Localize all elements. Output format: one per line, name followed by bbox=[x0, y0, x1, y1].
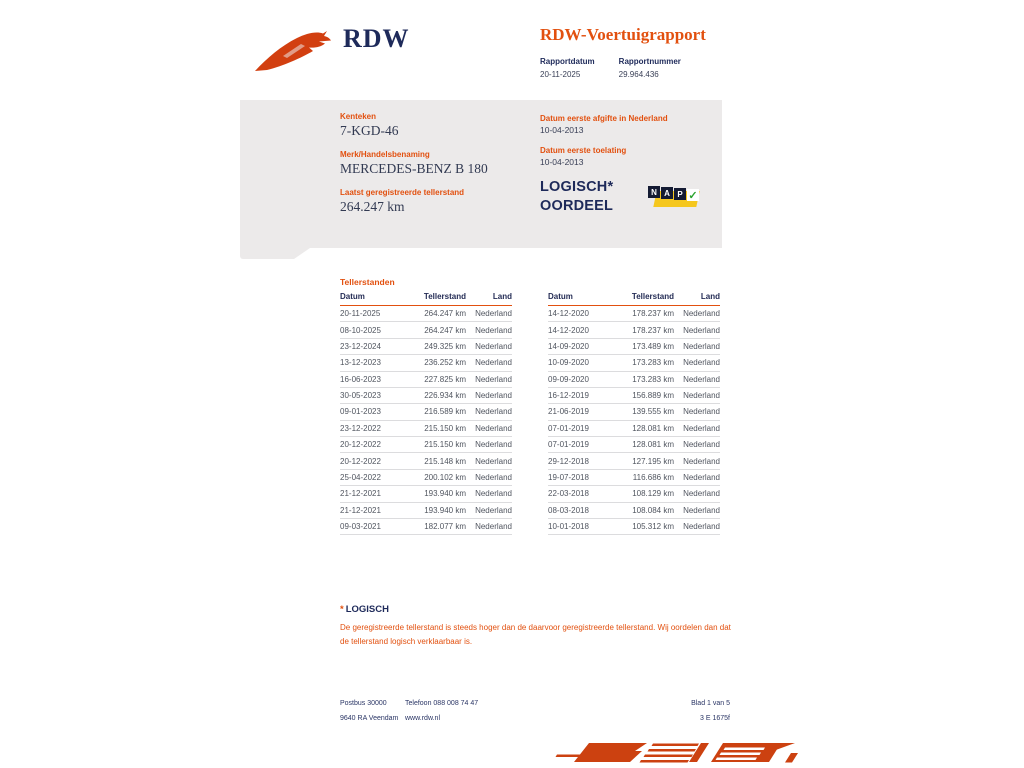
cell-tellerstand: 216.589 km bbox=[404, 404, 466, 420]
toelating-value: 10-04-2013 bbox=[540, 157, 584, 167]
tellerstand-value: 264.247 km bbox=[340, 199, 405, 214]
cell-tellerstand: 215.150 km bbox=[404, 420, 466, 436]
cell-datum: 09-09-2020 bbox=[548, 371, 612, 387]
table-header-row bbox=[548, 290, 720, 306]
table-row bbox=[548, 420, 720, 436]
footer-row-2 bbox=[340, 715, 730, 722]
cell-land: Nederland bbox=[674, 502, 720, 518]
cell-datum: 20-12-2022 bbox=[340, 437, 404, 453]
footnote-text: De geregistreerde tellerstand is steeds hoger dan de daarvoor geregistreerde tellerstand. Wij oordelen dan dat de tellerstand logisch verklaarbaar is. bbox=[340, 623, 731, 646]
cell-tellerstand: 178.237 km bbox=[612, 322, 674, 338]
cell-datum: 21-12-2021 bbox=[340, 502, 404, 518]
cell-datum: 08-03-2018 bbox=[548, 502, 612, 518]
cell-datum: 10-01-2018 bbox=[548, 518, 612, 534]
cell-tellerstand: 139.555 km bbox=[612, 404, 674, 420]
cell-land: Nederland bbox=[466, 518, 512, 534]
cell-land: Nederland bbox=[466, 322, 512, 338]
tellerstanden-table-left bbox=[340, 290, 512, 535]
table-row bbox=[548, 502, 720, 518]
cell-land: Nederland bbox=[674, 306, 720, 322]
page-title: RDW-Voertuigrapport bbox=[540, 25, 706, 44]
cell-land: Nederland bbox=[674, 518, 720, 534]
cell-land: Nederland bbox=[674, 355, 720, 371]
table-row bbox=[340, 371, 512, 387]
footer-address-1: Postbus 30000 bbox=[340, 700, 387, 707]
cell-tellerstand: 200.102 km bbox=[404, 469, 466, 485]
nap-logo bbox=[648, 184, 700, 211]
nap-letter-p: P bbox=[674, 188, 686, 200]
table-row bbox=[340, 437, 512, 453]
cell-tellerstand: 236.252 km bbox=[404, 355, 466, 371]
table-row bbox=[340, 453, 512, 469]
cell-land: Nederland bbox=[674, 486, 720, 502]
footer-phone: Telefoon 088 008 74 47 bbox=[405, 700, 479, 707]
cell-datum: 14-12-2020 bbox=[548, 306, 612, 322]
merk-label: Merk/Handelsbenaming bbox=[340, 150, 430, 159]
cell-tellerstand: 226.934 km bbox=[404, 387, 466, 403]
cell-tellerstand: 173.283 km bbox=[612, 371, 674, 387]
cell-tellerstand: 128.081 km bbox=[612, 420, 674, 436]
cell-tellerstand: 178.237 km bbox=[612, 306, 674, 322]
cell-land: Nederland bbox=[674, 371, 720, 387]
cell-land: Nederland bbox=[466, 453, 512, 469]
report-number-block bbox=[619, 57, 681, 79]
cell-land: Nederland bbox=[674, 420, 720, 436]
cell-land: Nederland bbox=[466, 502, 512, 518]
cell-datum: 22-03-2018 bbox=[548, 486, 612, 502]
rdw-logo-text: RDW bbox=[343, 24, 410, 53]
cell-datum: 30-05-2023 bbox=[340, 387, 404, 403]
oordeel-line1: LOGISCH* bbox=[540, 179, 614, 195]
report-date-block bbox=[540, 57, 595, 79]
cell-datum: 14-12-2020 bbox=[548, 322, 612, 338]
cell-land: Nederland bbox=[674, 453, 720, 469]
table-row bbox=[340, 306, 512, 322]
tellerstand-label: Laatst geregistreerde tellerstand bbox=[340, 188, 465, 197]
cell-tellerstand: 264.247 km bbox=[404, 306, 466, 322]
table-row bbox=[548, 338, 720, 354]
footer-form-code: 3 E 1675f bbox=[700, 715, 730, 722]
cell-land: Nederland bbox=[466, 306, 512, 322]
cell-datum: 16-12-2019 bbox=[548, 387, 612, 403]
footer-address-2: 9640 RA Veendam bbox=[340, 715, 399, 722]
kenteken-label: Kenteken bbox=[340, 112, 377, 121]
cell-land: Nederland bbox=[466, 355, 512, 371]
nap-letter-a: A bbox=[661, 187, 673, 199]
cell-tellerstand: 193.940 km bbox=[404, 486, 466, 502]
cell-land: Nederland bbox=[674, 437, 720, 453]
col-header-tellerstand: Tellerstand bbox=[404, 290, 466, 306]
cell-land: Nederland bbox=[674, 322, 720, 338]
cell-land: Nederland bbox=[674, 404, 720, 420]
cell-datum: 25-04-2022 bbox=[340, 469, 404, 485]
cell-tellerstand: 108.084 km bbox=[612, 502, 674, 518]
table-row bbox=[340, 387, 512, 403]
table-row bbox=[340, 355, 512, 371]
table-row bbox=[548, 453, 720, 469]
table-row bbox=[340, 502, 512, 518]
cell-datum: 19-07-2018 bbox=[548, 469, 612, 485]
nap-check-icon: ✓ bbox=[688, 189, 698, 202]
merk-value: MERCEDES-BENZ B 180 bbox=[340, 161, 488, 176]
table-row bbox=[548, 371, 720, 387]
cell-tellerstand: 215.148 km bbox=[404, 453, 466, 469]
oordeel-line2: OORDEEL bbox=[540, 198, 614, 214]
page-footer bbox=[340, 700, 730, 730]
table-row bbox=[548, 322, 720, 338]
vehicle-summary-panel bbox=[240, 100, 722, 248]
cell-tellerstand: 193.940 km bbox=[404, 502, 466, 518]
cell-land: Nederland bbox=[674, 338, 720, 354]
footer-page-number: Blad 1 van 5 bbox=[691, 700, 730, 707]
cell-datum: 14-09-2020 bbox=[548, 338, 612, 354]
cell-tellerstand: 264.247 km bbox=[404, 322, 466, 338]
cell-datum: 07-01-2019 bbox=[548, 420, 612, 436]
table-row bbox=[340, 322, 512, 338]
nap-letter-n: N bbox=[648, 186, 660, 198]
table-row bbox=[548, 306, 720, 322]
cell-tellerstand: 249.325 km bbox=[404, 338, 466, 354]
cell-land: Nederland bbox=[466, 387, 512, 403]
cell-datum: 29-12-2018 bbox=[548, 453, 612, 469]
footnote-asterisk: * bbox=[340, 604, 344, 615]
table-row bbox=[548, 486, 720, 502]
table-row bbox=[340, 469, 512, 485]
cell-land: Nederland bbox=[674, 387, 720, 403]
footnote-title: LOGISCH bbox=[345, 604, 389, 615]
cell-tellerstand: 227.825 km bbox=[404, 371, 466, 387]
report-date-value: 20-11-2025 bbox=[540, 70, 581, 79]
cell-datum: 21-12-2021 bbox=[340, 486, 404, 502]
col-header-datum: Datum bbox=[340, 290, 404, 306]
cell-tellerstand: 127.195 km bbox=[612, 453, 674, 469]
col-header-datum: Datum bbox=[548, 290, 612, 306]
cell-tellerstand: 182.077 km bbox=[404, 518, 466, 534]
table-row bbox=[548, 404, 720, 420]
kenteken-value: 7-KGD-46 bbox=[340, 123, 399, 138]
table-row bbox=[340, 486, 512, 502]
cell-datum: 23-12-2022 bbox=[340, 420, 404, 436]
table-row bbox=[340, 404, 512, 420]
logisch-footnote bbox=[340, 604, 732, 649]
cell-datum: 09-01-2023 bbox=[340, 404, 404, 420]
table-row bbox=[340, 420, 512, 436]
cell-land: Nederland bbox=[466, 420, 512, 436]
cell-tellerstand: 128.081 km bbox=[612, 437, 674, 453]
col-header-land: Land bbox=[466, 290, 512, 306]
report-meta bbox=[540, 57, 681, 79]
footer-website-link[interactable]: www.rdw.nl bbox=[405, 715, 441, 722]
table-row bbox=[548, 469, 720, 485]
tellerstanden-heading: Tellerstanden bbox=[340, 277, 395, 287]
cell-land: Nederland bbox=[466, 338, 512, 354]
cell-datum: 09-03-2021 bbox=[340, 518, 404, 534]
report-date-label: Rapportdatum bbox=[540, 57, 595, 66]
report-number-label: Rapportnummer bbox=[618, 57, 681, 66]
cell-datum: 20-11-2025 bbox=[340, 306, 404, 322]
cell-land: Nederland bbox=[466, 486, 512, 502]
cell-land: Nederland bbox=[466, 404, 512, 420]
cell-datum: 23-12-2024 bbox=[340, 338, 404, 354]
cell-tellerstand: 173.283 km bbox=[612, 355, 674, 371]
table-row bbox=[548, 437, 720, 453]
cell-land: Nederland bbox=[466, 469, 512, 485]
rdw-logo bbox=[253, 22, 410, 74]
cell-datum: 10-09-2020 bbox=[548, 355, 612, 371]
report-number-value: 29.964.436 bbox=[618, 70, 659, 79]
cell-tellerstand: 156.889 km bbox=[612, 387, 674, 403]
cell-tellerstand: 108.129 km bbox=[612, 486, 674, 502]
cell-datum: 13-12-2023 bbox=[340, 355, 404, 371]
cell-datum: 16-06-2023 bbox=[340, 371, 404, 387]
cell-datum: 21-06-2019 bbox=[548, 404, 612, 420]
tellerstanden-tables bbox=[340, 290, 720, 535]
footnote-heading bbox=[340, 604, 732, 615]
table-row bbox=[548, 518, 720, 534]
table-row bbox=[548, 355, 720, 371]
toelating-label: Datum eerste toelating bbox=[540, 146, 627, 155]
vehicle-panel-left-column bbox=[340, 112, 515, 226]
afgifte-value: 10-04-2013 bbox=[540, 125, 584, 135]
rdw-bird-icon bbox=[253, 22, 333, 74]
rdw-decorative-stripes-icon bbox=[533, 735, 798, 768]
table-row bbox=[548, 387, 720, 403]
table-header-row bbox=[340, 290, 512, 306]
footer-row-1 bbox=[340, 700, 730, 707]
tellerstanden-table-right bbox=[548, 290, 720, 535]
cell-tellerstand: 105.312 km bbox=[612, 518, 674, 534]
table-row bbox=[340, 338, 512, 354]
cell-land: Nederland bbox=[466, 437, 512, 453]
cell-datum: 08-10-2025 bbox=[340, 322, 404, 338]
cell-datum: 20-12-2022 bbox=[340, 453, 404, 469]
table-row bbox=[340, 518, 512, 534]
cell-tellerstand: 116.686 km bbox=[612, 469, 674, 485]
col-header-land: Land bbox=[674, 290, 720, 306]
cell-land: Nederland bbox=[674, 469, 720, 485]
cell-datum: 07-01-2019 bbox=[548, 437, 612, 453]
col-header-tellerstand: Tellerstand bbox=[612, 290, 674, 306]
cell-tellerstand: 173.489 km bbox=[612, 338, 674, 354]
cell-land: Nederland bbox=[466, 371, 512, 387]
afgifte-label: Datum eerste afgifte in Nederland bbox=[540, 114, 668, 123]
cell-tellerstand: 215.150 km bbox=[404, 437, 466, 453]
